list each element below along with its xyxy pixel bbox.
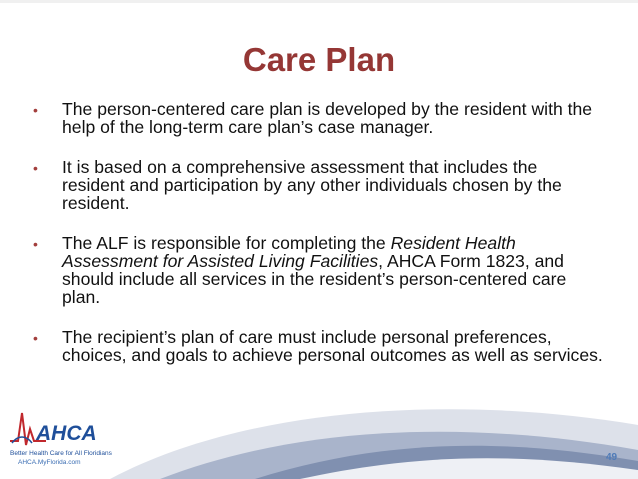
bullet-text-4: The recipient’s plan of care must include personal preferences, choices, and goals to achieve personal outcomes as well as services. <box>62 327 603 365</box>
bullet-text-2: It is based on a comprehensive assessment that includes the resident and participation by any other individuals chosen by the resident. <box>62 157 562 213</box>
bullet-text-1: The person-centered care plan is developed by the resident with the help of the long-term care plan’s case manager. <box>62 99 593 137</box>
bullet-item-2 <box>33 158 603 212</box>
bullet-item-1 <box>33 100 603 136</box>
bullet-text-3: The ALF is responsible for completing the Resident Health Assessment for Assisted Living Facilities, AHCA Form 1823, and should include all services in the resident’s person-centered care plan. <box>62 233 567 307</box>
bullet-item-3 <box>33 234 603 306</box>
logo-wordmark: AHCA <box>36 422 97 445</box>
logo-tagline: Better Health Care for All Floridians <box>10 450 112 457</box>
slide-title: Care Plan <box>242 41 396 78</box>
bullet-list <box>33 100 603 386</box>
logo-website: AHCA.MyFlorida.com <box>18 459 81 466</box>
page-number: 49 <box>606 452 618 463</box>
bullet-item-4 <box>33 328 603 364</box>
bullet-dot-icon: • <box>33 102 38 118</box>
bullet-dot-icon: • <box>33 330 38 346</box>
bullet-dot-icon: • <box>33 236 38 252</box>
top-divider <box>0 0 638 3</box>
form-title-italic: Resident Health Assessment for Assisted Living Facilities <box>62 233 516 271</box>
ahca-logo <box>8 405 116 473</box>
bullet-dot-icon: • <box>33 160 38 176</box>
